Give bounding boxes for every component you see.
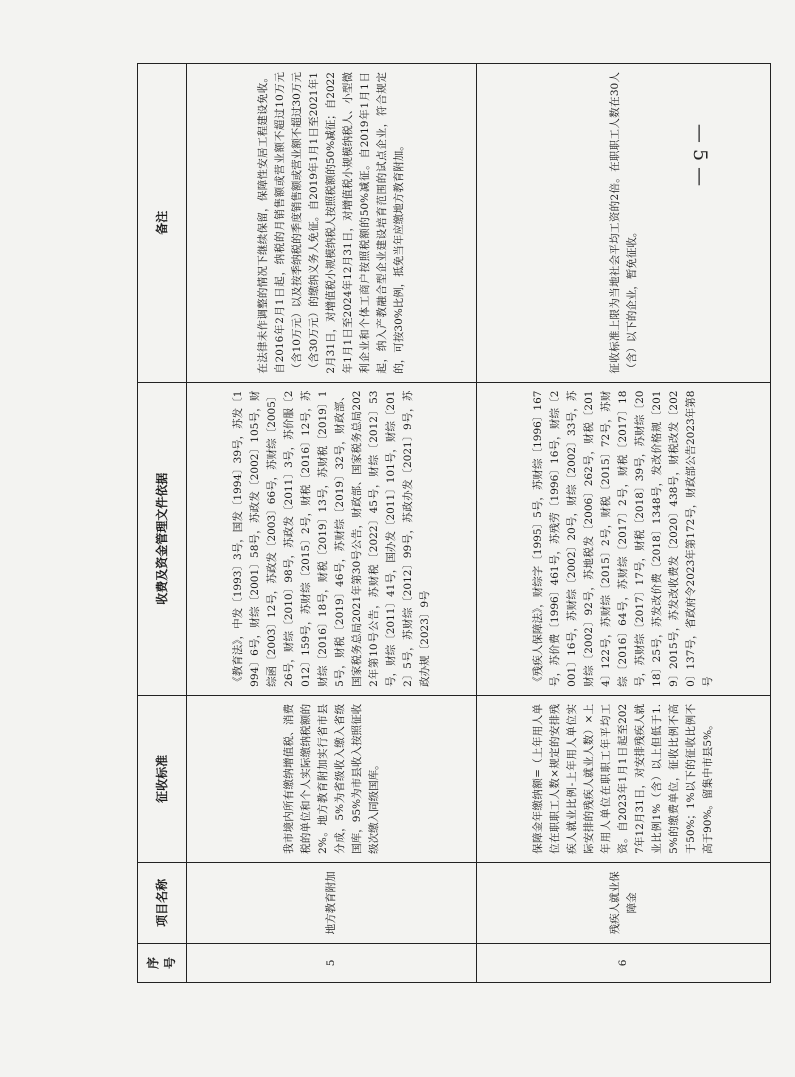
header-standard: 征收标准 — [138, 695, 187, 862]
row-standard: 我市境内所有缴纳增值税、消费税的单位和个人实际缴纳税额的2%。地方教育附加实行省市县分成，5%为省级收入缴入省级国库，95%为市县收入按照征收级次缴入同级国库。 — [187, 695, 477, 862]
row-seq: 6 — [477, 943, 771, 982]
table-header-row — [138, 64, 187, 983]
row-remark: 在法律未作调整的情况下继续保留，保障性安居工程建设免收。自2016年2月1日起，纳税的月销售额或营业额不超过10万元（含10万元）以及按季纳税的季度销售额或营业额不超过30万元（含30万元）的缴纳义务人免征。自2019年1月1日至2021年12月31日，对增值税小规模纳税人按照税额的50%减征；自2022年1月1日至2024年12月31日，对增值税小规模纳税人、小型微利企业和个体工商户按照税额的50%减征。自2019年1月1日起，纳入产教融合型企业建设培育范围的试点企业，符合规定的，可按30%比例，抵免当年应缴地方教育附加。 — [187, 64, 477, 383]
table-row — [187, 64, 477, 983]
table-row — [477, 64, 771, 983]
row-basis: 《教育法》，中发〔1993〕3号，国发〔1994〕39号，苏发〔1994〕6号，财综〔2001〕58号，苏政发〔2002〕105号，财综函〔2003〕12号，苏政发〔2003〕66号，苏财综〔2005〕26号，财综〔2010〕98号，苏政发〔2011〕3号，苏价服〔2012〕159号，苏财综〔2015〕2号，财税〔2016〕12号，苏财综〔2016〕18号，财税〔2019〕13号，苏财税〔2019〕15号，财税〔2019〕46号，苏财综〔2019〕32号，财政部、国家税务总局2021年第30号公告，财政部、国家税务总局2022年第10号公告，苏财税〔2022〕45号，财综〔2012〕53号，财综〔2011〕41号，国办发〔2011〕101号，财综〔2012〕5号，苏财综〔2012〕99号，苏政办发〔2021〕9号，苏政办规〔2023〕9号 — [187, 382, 477, 695]
header-item-name: 项目名称 — [138, 862, 187, 943]
row-basis: 《残疾人保障法》，财综字〔1995〕5号，苏财综〔1996〕167号，苏价费〔1996〕461号，苏残劳〔1996〕16号，财综〔2001〕16号，苏财综〔2002〕20号，财综〔2002〕33号，苏财综〔2002〕92号，苏地税发〔2006〕262号，财税〔2014〕122号，苏财综〔2015〕2号，财税〔2015〕72号，苏财综〔2016〕64号，苏财综〔2017〕2号，财税〔2017〕18号，苏财综〔2017〕17号，财税〔2018〕39号，苏财综〔2018〕25号，苏发改价费〔2018〕1348号，发改价格规〔2019〕2015号，苏发改收费发〔2020〕438号，财税改发〔2020〕137号，省政府令2023年第172号，财政部公告2023年第8号 — [477, 382, 771, 695]
row-remark: 征收标准上限为当地社会平均工资的2倍。在职职工人数在30人（含）以下的企业，暂免征收。 — [477, 64, 771, 383]
row-seq: 5 — [187, 943, 477, 982]
header-basis: 收费及资金管理文件依据 — [138, 382, 187, 695]
row-item-name: 地方教育附加 — [187, 862, 477, 943]
fee-table-container — [137, 63, 757, 983]
page-number: — 5 — — [689, 123, 711, 187]
header-remark: 备注 — [138, 64, 187, 383]
row-item-name: 残疾人就业保障金 — [477, 862, 771, 943]
header-seq: 序号 — [138, 943, 187, 982]
fee-table — [137, 63, 771, 983]
row-standard: 保障金年缴纳额=（上年用人单位在职职工人数×规定的安排残疾人就业比例-上年用人单位实际安排的残疾人就业人数）×上年用人单位在职职工年平均工资。自2023年1月1日起至2027年12月31日，对安排残疾人就业比例1%（含）以上但低于1.5%的缴费单位，征收比例不高于50%；1%以下的征收比例不高于90%。留集中市县5%。 — [477, 695, 771, 862]
